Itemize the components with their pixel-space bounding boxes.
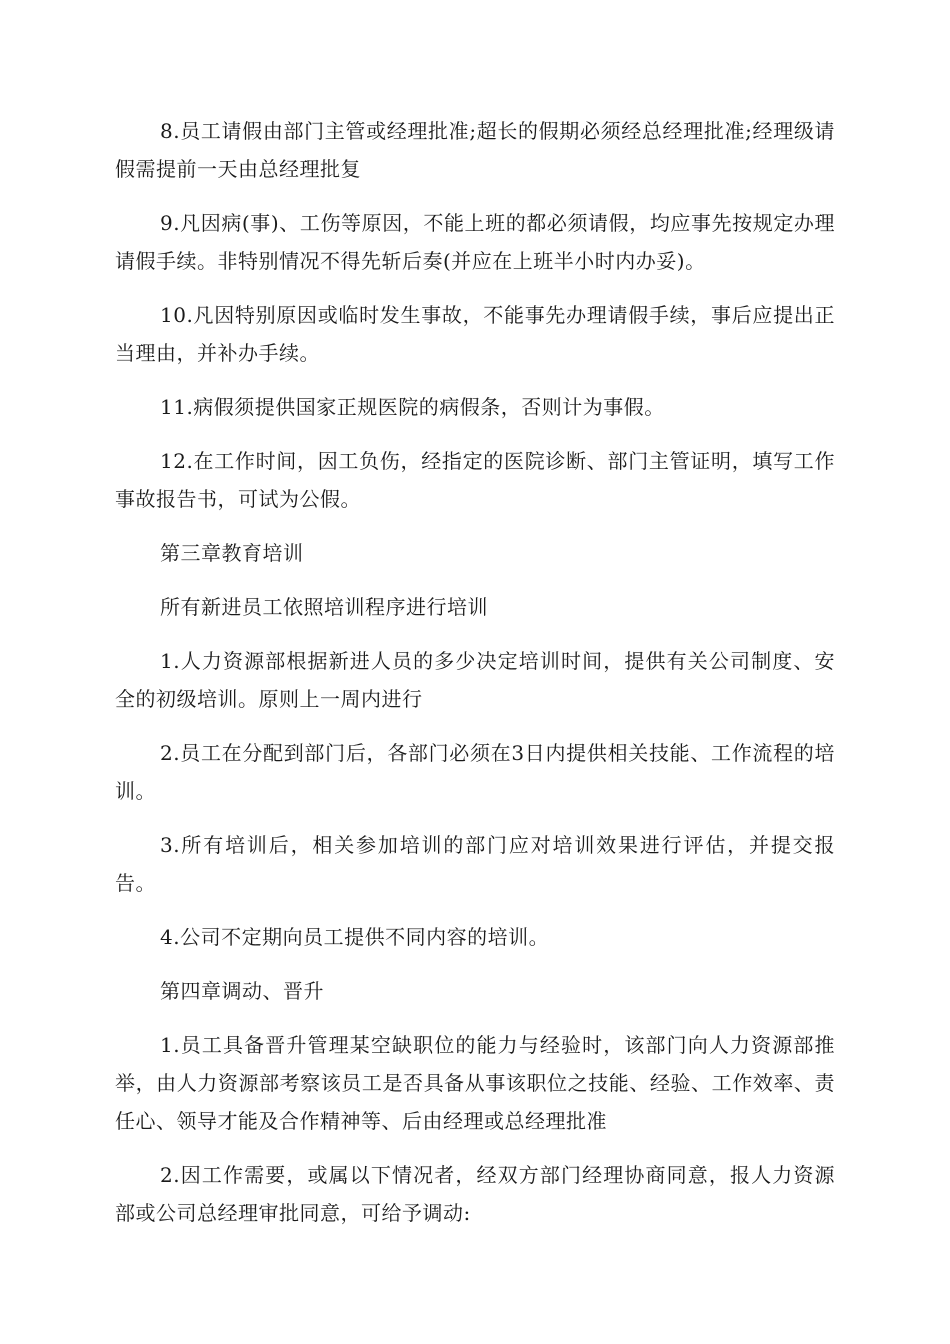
paragraph-transfer-2: 2.因工作需要，或属以下情况者，经双方部门经理协商同意，报人力资源部或公司总经理审批同意，可给予调动:: [115, 1163, 835, 1225]
paragraph-training-1: 1.人力资源部根据新进人员的多少决定培训时间，提供有关公司制度、安全的初级培训。原则上一周内进行: [115, 649, 835, 711]
paragraph-training-3: 3.所有培训后，相关参加培训的部门应对培训效果进行评估，并提交报告。: [115, 833, 835, 895]
paragraph-sick-leave: 11.病假须提供国家正规医院的病假条，否则计为事假。: [160, 395, 665, 419]
paragraph-work-injury: 12.在工作时间，因工负伤，经指定的医院诊断、部门主管证明，填写工作事故报告书，可试为公假。: [115, 449, 835, 511]
paragraph-training-4: 4.公司不定期向员工提供不同内容的培训。: [160, 925, 550, 949]
document-page: [115, 112, 835, 1248]
chapter-heading-transfer: 第四章调动、晋升: [160, 979, 324, 1003]
paragraph-transfer-1: 1.员工具备晋升管理某空缺职位的能力与经验时，该部门向人力资源部推举，由人力资源部考察该员工是否具备从事该职位之技能、经验、工作效率、责任心、领导才能及合作精神等、后由经理或总经理批准: [115, 1033, 835, 1133]
paragraph-special-circumstances: 10.凡因特别原因或临时发生事故，不能事先办理请假手续，事后应提出正当理由，并补办手续。: [115, 303, 835, 365]
paragraph-training-2: 2.员工在分配到部门后，各部门必须在3日内提供相关技能、工作流程的培训。: [115, 741, 835, 803]
paragraph-leave-procedure: 9.凡因病(事)、工伤等原因，不能上班的都必须请假，均应事先按规定办理请假手续。非特别情况不得先斩后奏(并应在上班半小时内办妥)。: [115, 211, 835, 273]
chapter-heading-training: 第三章教育培训: [160, 541, 304, 565]
paragraph-leave-approval: 8.员工请假由部门主管或经理批准;超长的假期必须经总经理批准;经理级请假需提前一天由总经理批复: [115, 119, 835, 181]
paragraph-training-intro: 所有新进员工依照培训程序进行培训: [160, 595, 488, 619]
